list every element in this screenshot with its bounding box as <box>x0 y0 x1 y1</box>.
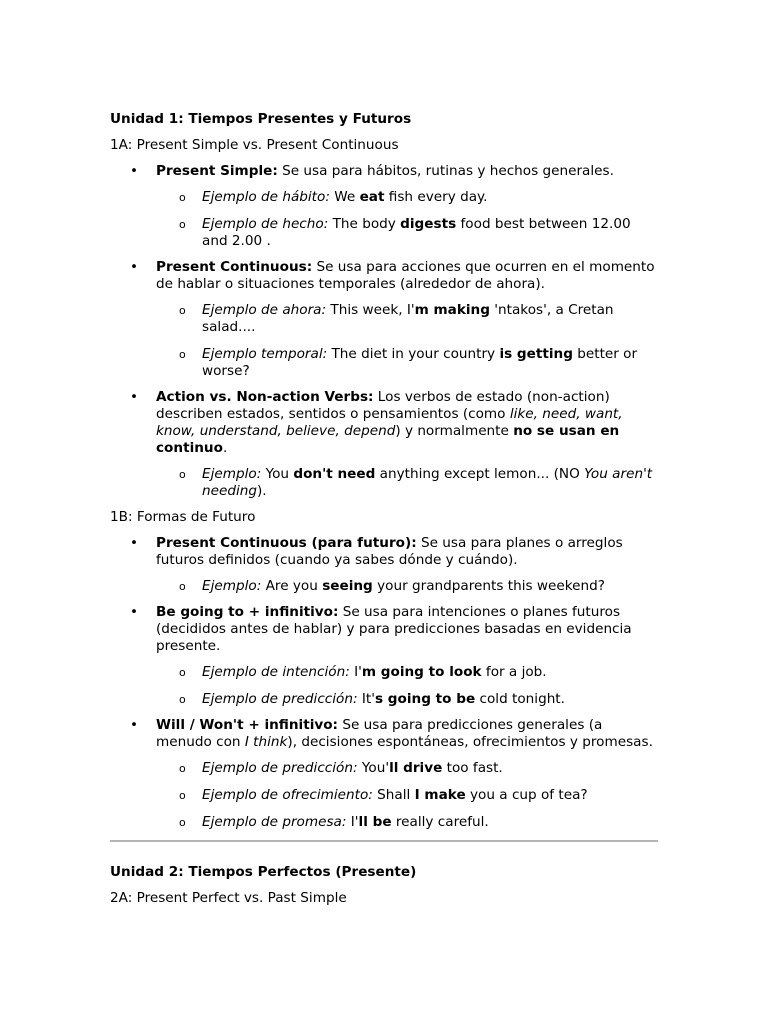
example-text: I' <box>349 664 362 680</box>
example-item <box>156 216 658 250</box>
term: Will / Won't + infinitivo: <box>156 717 338 733</box>
example-text: Are you <box>261 578 323 594</box>
example-list <box>156 760 658 831</box>
term: Be going to + infinitivo: <box>156 604 339 620</box>
bullet-icon: • <box>130 163 139 179</box>
example-text: you a cup of tea? <box>465 787 588 803</box>
sub-bullet-icon: o <box>179 789 186 802</box>
list-item-present-simple <box>110 163 658 250</box>
example-label: Ejemplo de hábito: <box>202 189 330 205</box>
example-text: Shall <box>372 787 415 803</box>
list-item-will-wont <box>110 717 658 831</box>
sub-bullet-icon: o <box>179 304 186 317</box>
list-item-present-continuous-future <box>110 535 658 595</box>
example-verb: don't need <box>293 466 376 482</box>
term: Action vs. Non-action Verbs: <box>156 389 374 405</box>
example-text: too fast. <box>442 760 503 776</box>
section-1a-title: 1A: Present Simple vs. Present Continuous <box>110 137 399 153</box>
example-label: Ejemplo: <box>202 578 262 594</box>
horizontal-divider <box>110 840 658 842</box>
example-text: This week, I' <box>326 302 415 318</box>
term: Present Simple: <box>156 163 278 179</box>
bullet-icon: • <box>130 259 139 275</box>
description: ) y normalmente <box>395 423 514 439</box>
example-verb: ll be <box>358 814 392 830</box>
sub-bullet-icon: o <box>179 693 186 706</box>
section-1a-list <box>110 163 658 500</box>
example-text: fish every day. <box>384 189 488 205</box>
example-text: for a job. <box>481 664 547 680</box>
example-text: The body <box>328 216 401 232</box>
sub-bullet-icon: o <box>179 580 186 593</box>
example-verb: eat <box>359 189 385 205</box>
example-verb: digests <box>400 216 457 232</box>
description: Se usa para acciones que ocurren en el momento de hablar o situaciones temporales (alrededor de ahora). <box>156 259 655 292</box>
sub-bullet-icon: o <box>179 762 186 775</box>
example-verb: is getting <box>499 346 573 362</box>
example-list <box>156 302 658 380</box>
list-item-be-going-to <box>110 604 658 708</box>
example-item <box>156 787 658 804</box>
verb-examples: like, need, want, know, understand, believe, depend <box>156 406 623 439</box>
example-item <box>156 578 658 595</box>
example-verb: I make <box>414 787 466 803</box>
example-text: better or worse? <box>202 346 638 379</box>
example-text: 'ntakos', a Cretan salad.... <box>202 302 614 335</box>
sub-bullet-icon: o <box>179 816 186 829</box>
term: Present Continuous (para futuro): <box>156 535 417 551</box>
example-label: Ejemplo temporal: <box>202 346 328 362</box>
sub-bullet-icon: o <box>179 348 186 361</box>
example-text: really careful. <box>391 814 489 830</box>
sub-bullet-icon: o <box>179 218 186 231</box>
term: Present Continuous: <box>156 259 313 275</box>
example-list <box>156 578 658 595</box>
example-text: anything except lemon... (NO <box>375 466 585 482</box>
list-item-present-continuous <box>110 259 658 380</box>
unit-2-title: Unidad 2: Tiempos Perfectos (Presente) <box>110 864 417 880</box>
example-label: Ejemplo de hecho: <box>202 216 329 232</box>
example-text: The diet in your country <box>327 346 500 362</box>
example-label: Ejemplo de ahora: <box>202 302 327 318</box>
emphasis: I think <box>244 734 288 750</box>
example-label: Ejemplo de ofrecimiento: <box>202 787 373 803</box>
example-text: cold tonight. <box>475 691 565 707</box>
sub-bullet-icon: o <box>179 666 186 679</box>
sub-bullet-icon: o <box>179 191 186 204</box>
example-item <box>156 691 658 708</box>
bullet-icon: • <box>130 604 139 620</box>
example-list <box>156 466 658 500</box>
example-label: Ejemplo de intención: <box>202 664 350 680</box>
section-1b-title: 1B: Formas de Futuro <box>110 509 256 525</box>
example-item <box>156 302 658 336</box>
example-list <box>156 664 658 708</box>
list-item-action-nonaction <box>110 389 658 500</box>
example-verb: m making <box>414 302 490 318</box>
example-text: You' <box>357 760 390 776</box>
example-text: food best between 12.00 and 2.00 . <box>202 216 631 249</box>
unit-1-title: Unidad 1: Tiempos Presentes y Futuros <box>110 111 412 127</box>
example-verb: m going to look <box>361 664 482 680</box>
example-label: Ejemplo de promesa: <box>202 814 347 830</box>
example-item <box>156 760 658 777</box>
description: Los verbos de estado (non-action) describen estados, sentidos o pensamientos (como <box>156 389 610 422</box>
example-text: We <box>329 189 360 205</box>
example-item <box>156 814 658 831</box>
example-list <box>156 189 658 250</box>
bullet-icon: • <box>130 389 139 405</box>
example-label: Ejemplo de predicción: <box>202 760 358 776</box>
document-page <box>110 111 658 916</box>
emphasis: no se usan en continuo <box>156 423 620 456</box>
description: Se usa para intenciones o planes futuros (decididos antes de hablar) y para predicciones basadas en evidencia presente. <box>156 604 632 654</box>
section-1b-list <box>110 535 658 831</box>
example-item <box>156 346 658 380</box>
example-item <box>156 466 658 500</box>
example-incorrect: You aren't needing <box>202 466 653 499</box>
description: Se usa para hábitos, rutinas y hechos generales. <box>277 163 614 179</box>
example-label: Ejemplo: <box>202 466 262 482</box>
sub-bullet-icon: o <box>179 468 186 481</box>
section-2a-title: 2A: Present Perfect vs. Past Simple <box>110 890 347 906</box>
example-verb: seeing <box>322 578 373 594</box>
example-text: I' <box>346 814 359 830</box>
example-item <box>156 664 658 681</box>
example-text: It' <box>357 691 375 707</box>
example-text: ). <box>257 483 267 499</box>
example-text: You <box>261 466 294 482</box>
punctuation: . <box>222 440 228 456</box>
description: Se usa para planes o arreglos futuros definidos (cuando ya sabes dónde y cuándo). <box>156 535 623 568</box>
description: Se usa para predicciones generales (a menudo con <box>156 717 603 750</box>
bullet-icon: • <box>130 535 139 551</box>
example-verb: ll drive <box>389 760 443 776</box>
example-text: your grandparents this weekend? <box>372 578 605 594</box>
bullet-icon: • <box>130 717 139 733</box>
example-verb: s going to be <box>374 691 476 707</box>
example-item <box>156 189 658 206</box>
example-label: Ejemplo de predicción: <box>202 691 358 707</box>
description: ), decisiones espontáneas, ofrecimientos y promesas. <box>287 734 653 750</box>
